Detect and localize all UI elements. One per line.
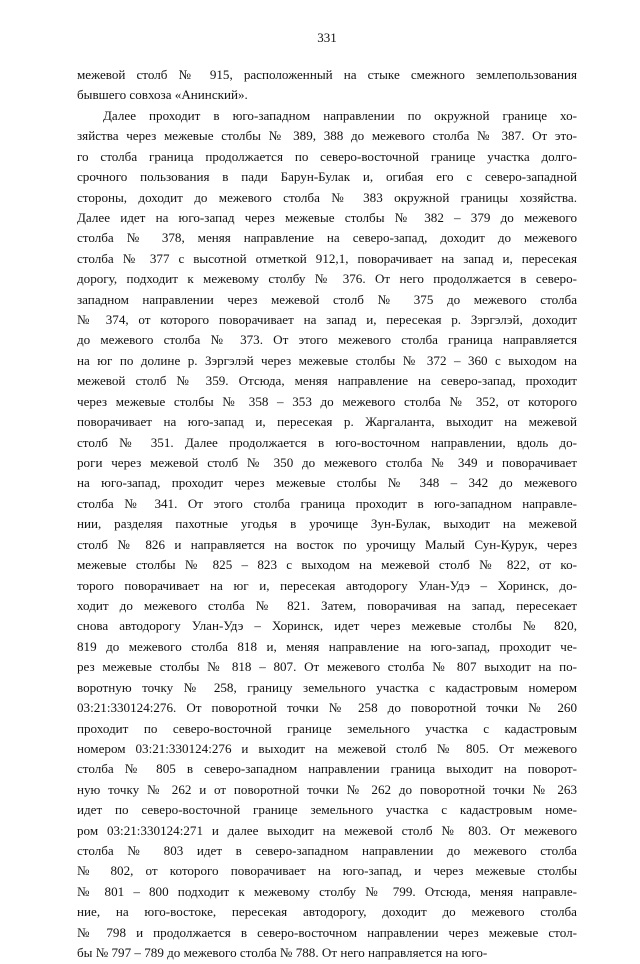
text-line: нии, разделяя пахотные угодья в урочище Зун-Булак, выходит на межевой — [77, 516, 577, 532]
text-line: столба № 341. От этого столба граница проходит в юго-западном направле- — [77, 495, 577, 511]
body-text — [77, 65, 577, 964]
text-line: Далее проходит в юго-западном направлении по окружной границе хо- — [103, 107, 577, 123]
text-line: проходит по северо-восточной границе земельного участка с кадастровым — [77, 720, 577, 736]
text-line: № 802, от которого поворачивает на юго-запад, и через межевые столбы — [77, 863, 577, 879]
text-line: снова автодорогу Улан-Удэ – Хоринск, идет через межевые столбы № 820, — [77, 618, 577, 634]
text-line: го столба граница продолжается по северо-восточной границе участка долго- — [77, 148, 577, 164]
text-line: ную точку № 262 и от поворотной точки № 262 до поворотной точки № 263 — [77, 781, 577, 797]
text-line: рез межевые столбы № 818 – 807. От межевого столба № 807 выходит на по- — [77, 659, 577, 675]
text-line: бывшего совхоза «Анинский». — [77, 87, 248, 103]
text-line: столба № 378, меняя направление на северо-запад, доходит до межевого — [77, 230, 577, 246]
text-line: столб № 826 и направляется на восток по урочищу Малый Сун-Курук, через — [77, 536, 577, 552]
text-line: ходит до межевого столба № 821. Затем, поворачивая на запад, пересекает — [77, 597, 577, 613]
text-line: столба № 377 с высотной отметкой 912,1, поворачивает на запад и, пересекая — [77, 250, 577, 266]
text-line: № 801 – 800 подходит к межевому столбу № 799. Отсюда, меняя направле- — [77, 883, 577, 899]
text-line: западном направлении через межевой столб № 375 до межевого столба — [77, 291, 577, 307]
text-line: бы № 797 – 789 до межевого столба № 788. От него направляется на юго- — [77, 945, 488, 961]
text-line: столба № 805 в северо-западном направлении граница выходит на поворот- — [77, 761, 577, 777]
text-line: межевые столбы № 825 – 823 с выходом на межевой столб № 822, от ко- — [77, 557, 577, 573]
page-number: 331 — [317, 30, 337, 45]
text-line: столба № 803 идет в северо-западном направлении до межевого столба — [77, 843, 577, 859]
text-line: идет по северо-восточной границе земельного участка с кадастровым номе- — [77, 802, 577, 818]
text-line: 819 до межевого столба 818 и, меняя направление на юго-запад, проходит че- — [77, 638, 577, 654]
text-line: срочного пользования в пади Барун-Булак и, огибая его с северо-западной — [77, 169, 577, 185]
text-line: воротную точку № 258, границу земельного участка с кадастровым номером — [77, 679, 577, 695]
text-line: поворачивает на юго-запад и, пересекая р. Жаргаланта, выходит на межевой — [77, 414, 577, 430]
paragraph — [77, 106, 577, 964]
text-line: на юго-запад, проходит через межевые столбы № 348 – 342 до межевого — [77, 475, 577, 491]
text-line: Далее идет на юго-запад через межевые столбы № 382 – 379 до межевого — [77, 209, 577, 225]
text-line: роги через межевой столб № 350 до межевого столба № 349 и поворачивает — [77, 455, 577, 471]
text-line: межевой столб № 359. Отсюда, меняя направление на северо-запад, проходит — [77, 373, 577, 389]
text-line: межевой столб № 915, расположенный на стыке смежного землепользования — [77, 67, 577, 82]
text-line: на юг по долине р. Зэргэлэй через межевые столбы № 372 – 360 с выходом на — [77, 352, 577, 368]
text-line: номером 03:21:330124:276 и выходит на межевой столб № 805. От межевого — [77, 740, 577, 756]
text-line: № 374, от которого поворачивает на запад и, пересекая р. Зэргэлэй, доходит — [77, 312, 577, 328]
text-line: столб № 351. Далее продолжается в юго-восточном направлении, вдоль до- — [77, 434, 577, 450]
paragraph — [77, 65, 577, 106]
text-line: ром 03:21:330124:271 и далее выходит на межевой столб № 803. От межевого — [77, 822, 577, 838]
text-line: до межевого столба № 373. От этого межевого столба граница направляется — [77, 332, 577, 348]
text-line: ние, на юго-востоке, пересекая автодорогу, доходит до межевого столба — [77, 904, 577, 920]
text-line: торого поворачивает на юг и, пересекая автодорогу Улан-Удэ – Хоринск, до- — [77, 577, 577, 593]
text-line: № 798 и продолжается в северо-восточном направлении через межевые стол- — [77, 924, 577, 940]
text-line: 03:21:330124:276. От поворотной точки № 258 до поворотной точки № 260 — [77, 700, 577, 716]
text-line: дорогу, подходит к межевому столбу № 376. От него продолжается в северо- — [77, 271, 577, 287]
text-line: стороны, доходит до межевого столба № 383 окружной границы хозяйства. — [77, 189, 577, 205]
text-line: зяйства через межевые столбы № 389, 388 до межевого столба № 387. От это- — [77, 128, 577, 144]
text-line: через межевые столбы № 358 – 353 до межевого столба № 352, от которого — [77, 393, 577, 409]
